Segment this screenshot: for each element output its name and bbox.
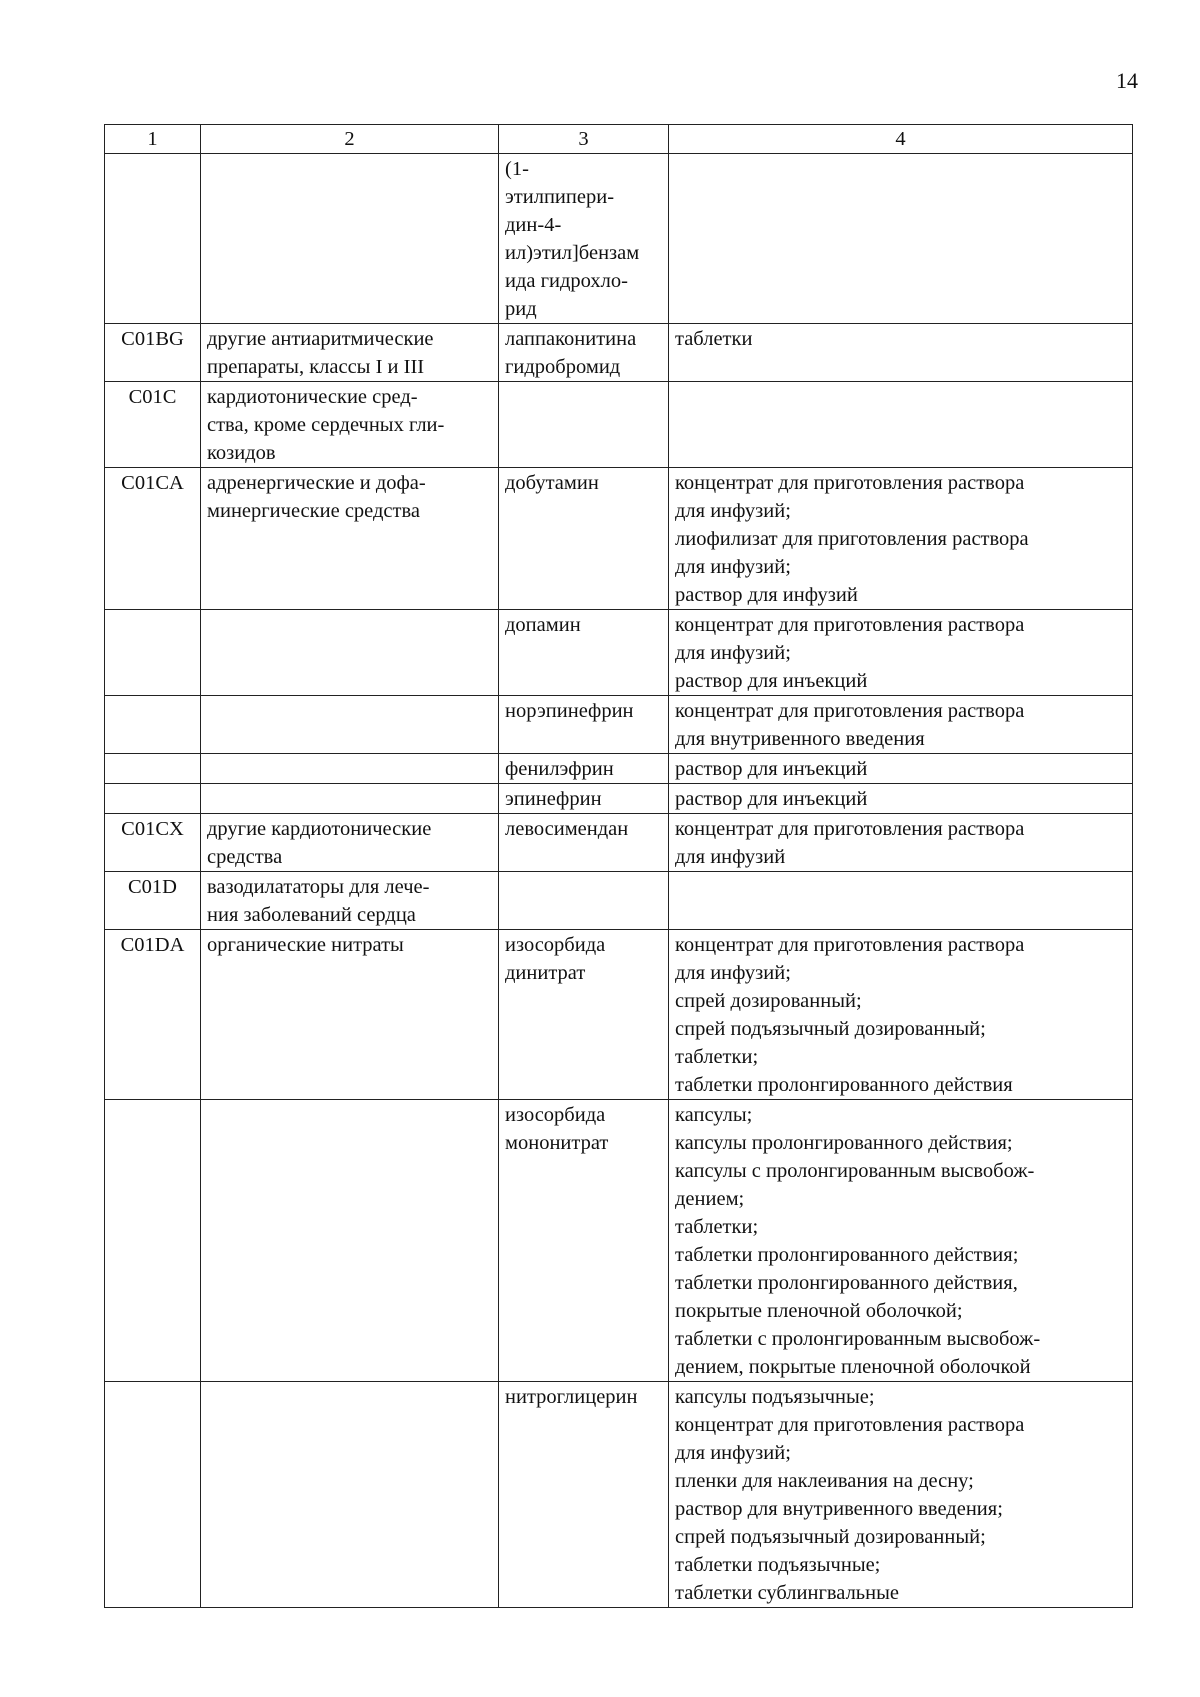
substance-cell: изосорбида динитрат [499, 930, 669, 1100]
substance-cell [499, 872, 669, 930]
table-row [105, 468, 1133, 610]
substance-cell: допамин [499, 610, 669, 696]
dosage-forms-cell: капсулы; капсулы пролонгированного действия; капсулы с пролонгированным высвобож- дением; таблетки; таблетки пролонгированного действия; таблетки пролонгированного действия, покрытые пленочной оболочкой; таблетки с пролонгированным высвобож- дением, покрытые пленочной оболочкой [669, 1100, 1133, 1382]
dosage-forms-cell: концентрат для приготовления раствора для инфузий; раствор для инъекций [669, 610, 1133, 696]
dosage-forms-cell: раствор для инъекций [669, 784, 1133, 814]
drug-table [104, 124, 1133, 1608]
atc-code-cell: C01D [105, 872, 201, 930]
table-body [105, 154, 1133, 1608]
table-header [105, 125, 1133, 154]
table-row [105, 324, 1133, 382]
header-row [105, 125, 1133, 154]
table-row [105, 784, 1133, 814]
header-cell-3: 3 [499, 125, 669, 154]
dosage-forms-cell [669, 154, 1133, 324]
dosage-forms-cell: концентрат для приготовления раствора для внутривенного введения [669, 696, 1133, 754]
dosage-forms-cell: раствор для инъекций [669, 754, 1133, 784]
group-name-cell [201, 784, 499, 814]
substance-cell: фенилэфрин [499, 754, 669, 784]
table-row [105, 872, 1133, 930]
header-cell-2: 2 [201, 125, 499, 154]
header-cell-1: 1 [105, 125, 201, 154]
group-name-cell: другие антиаритмические препараты, классы I и III [201, 324, 499, 382]
dosage-forms-cell: концентрат для приготовления раствора для инфузий; спрей дозированный; спрей подъязычный дозированный; таблетки; таблетки пролонгированного действия [669, 930, 1133, 1100]
table-row [105, 610, 1133, 696]
dosage-forms-cell: концентрат для приготовления раствора для инфузий [669, 814, 1133, 872]
dosage-forms-cell: таблетки [669, 324, 1133, 382]
substance-cell: (1- этилпипери- дин-4- ил)этил]бензам ида гидрохло- рид [499, 154, 669, 324]
group-name-cell [201, 610, 499, 696]
dosage-forms-cell: концентрат для приготовления раствора для инфузий; лиофилизат для приготовления раствора для инфузий; раствор для инфузий [669, 468, 1133, 610]
dosage-forms-cell [669, 872, 1133, 930]
dosage-forms-cell [669, 382, 1133, 468]
atc-code-cell: C01C [105, 382, 201, 468]
atc-code-cell [105, 1100, 201, 1382]
header-cell-4: 4 [669, 125, 1133, 154]
atc-code-cell: C01DA [105, 930, 201, 1100]
group-name-cell [201, 154, 499, 324]
atc-code-cell [105, 784, 201, 814]
group-name-cell: органические нитраты [201, 930, 499, 1100]
substance-cell: левосимендан [499, 814, 669, 872]
group-name-cell: адренергические и дофа- минергические средства [201, 468, 499, 610]
table-row [105, 1100, 1133, 1382]
table-row [105, 1382, 1133, 1608]
table-row [105, 814, 1133, 872]
substance-cell: добутамин [499, 468, 669, 610]
atc-code-cell [105, 754, 201, 784]
table-row [105, 754, 1133, 784]
substance-cell: изосорбида мононитрат [499, 1100, 669, 1382]
substance-cell: норэпинефрин [499, 696, 669, 754]
substance-cell [499, 382, 669, 468]
group-name-cell: другие кардиотонические средства [201, 814, 499, 872]
group-name-cell [201, 754, 499, 784]
group-name-cell: кардиотонические сред- ства, кроме сердечных гли- козидов [201, 382, 499, 468]
table-row [105, 154, 1133, 324]
atc-code-cell [105, 154, 201, 324]
atc-code-cell: C01BG [105, 324, 201, 382]
page-number: 14 [1116, 68, 1138, 93]
atc-code-cell: C01CA [105, 468, 201, 610]
group-name-cell: вазодилататоры для лече- ния заболеваний сердца [201, 872, 499, 930]
group-name-cell [201, 1100, 499, 1382]
atc-code-cell [105, 610, 201, 696]
atc-code-cell [105, 696, 201, 754]
substance-cell: нитроглицерин [499, 1382, 669, 1608]
dosage-forms-cell: капсулы подъязычные; концентрат для приготовления раствора для инфузий; пленки для наклеивания на десну; раствор для внутривенного введения; спрей подъязычный дозированный; таблетки подъязычные; таблетки сублингвальные [669, 1382, 1133, 1608]
atc-code-cell: C01CX [105, 814, 201, 872]
table-row [105, 696, 1133, 754]
substance-cell: эпинефрин [499, 784, 669, 814]
atc-code-cell [105, 1382, 201, 1608]
table-row [105, 382, 1133, 468]
substance-cell: лаппаконитина гидробромид [499, 324, 669, 382]
group-name-cell [201, 696, 499, 754]
table-row [105, 930, 1133, 1100]
group-name-cell [201, 1382, 499, 1608]
